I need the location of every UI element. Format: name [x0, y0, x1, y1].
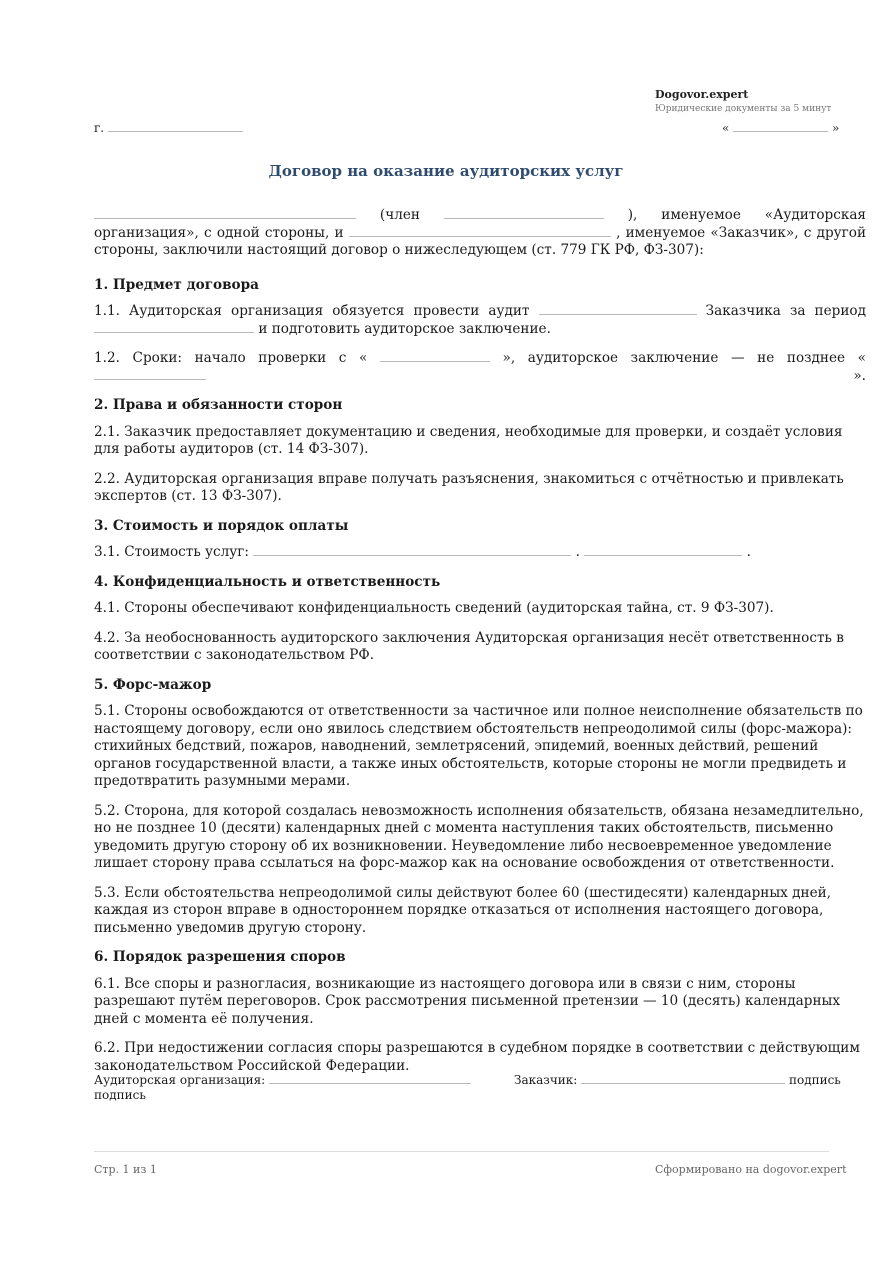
section-1-heading: 1. Предмет договора — [94, 276, 259, 293]
member-blank — [444, 208, 604, 219]
report-date-blank — [94, 369, 206, 380]
clause-1-1-line-2 — [94, 321, 866, 339]
document-title: Договор на оказание аудиторских услуг — [268, 162, 624, 180]
auditor-name-blank — [94, 208, 356, 219]
page-number: Стр. 1 из 1 — [94, 1163, 157, 1176]
preamble-line-3: стороны, заключили настоящий договор о нижеследующем (ст. 779 ГК РФ, ФЗ-307): — [94, 242, 704, 258]
section-3-heading: 3. Стоимость и порядок оплаты — [94, 517, 349, 534]
date-line — [722, 121, 839, 135]
customer-signature — [514, 1073, 841, 1087]
paren-close: ), — [627, 207, 638, 223]
auditor-signature — [94, 1073, 471, 1087]
price-blank — [253, 545, 571, 556]
clause-6-1: 6.1. Все споры и разногласия, возникающие из настоящего договора или в связи с ним, стороны разрешают путём переговоров. Срок рассмотрения письменной претензии — 10 (десять) календарных дней с момента её получения. — [94, 975, 841, 1027]
clause-2-1: 2.1. Заказчик предоставляет документацию и сведения, необходимые для проверки, и создаёт условия для работы аудиторов (ст. 14 ФЗ-307). — [94, 423, 843, 457]
generated-note: Сформировано на dogovor.expert — [655, 1163, 847, 1176]
clause-1-2-start: 1.2. Сроки: начало проверки с « — [94, 350, 368, 366]
clause-3-1 — [94, 544, 866, 562]
city-line — [94, 121, 243, 135]
preamble-line2-start: организация», с одной стороны, и — [94, 224, 344, 241]
audit-object-blank — [539, 304, 697, 315]
clause-1-1-end: и подготовить аудиторское заключение. — [258, 320, 551, 337]
period-blank — [94, 322, 254, 333]
preamble-line2-end: , именуемое «Заказчик», с другой — [616, 224, 867, 241]
section-5-heading: 5. Форс-мажор — [94, 676, 212, 693]
city-blank — [108, 121, 243, 132]
section-6-heading: 6. Порядок разрешения споров — [94, 949, 346, 965]
clause-1-1-mid: Заказчика за период — [705, 303, 866, 319]
customer-signature-caption: подпись — [788, 1073, 841, 1087]
preamble-line-1 — [94, 207, 866, 225]
named-auditor-text: именуемое «Аудиторская — [661, 207, 866, 223]
customer-name-blank — [349, 226, 611, 237]
clause-2-2: 2.2. Аудиторская организация вправе получать разъяснения, знакомиться с отчётностью и привлекать экспертов (ст. 13 ФЗ-307). — [94, 470, 844, 504]
start-date-blank — [380, 351, 490, 362]
customer-signature-label: Заказчик: — [514, 1073, 578, 1087]
price-words-blank — [584, 545, 742, 556]
clause-4-2: 4.2. За необоснованность аудиторского заключения Аудиторская организация несёт ответственность в соответствии с законодательством РФ. — [94, 629, 844, 663]
clause-3-1-start: 3.1. Стоимость услуг: — [94, 544, 249, 560]
section-4-heading: 4. Конфиденциальность и ответственность — [94, 573, 441, 590]
customer-signature-blank — [581, 1073, 785, 1084]
auditor-signature-blank — [269, 1073, 471, 1084]
clause-4-1: 4.1. Стороны обеспечивают конфиденциальность сведений (аудиторская тайна, ст. 9 ФЗ-307). — [94, 600, 774, 616]
clause-1-2-mid: », аудиторское заключение — не позднее « — [502, 350, 866, 366]
clause-1-2 — [94, 350, 866, 385]
date-open-quote: « — [722, 121, 730, 135]
clause-5-3: 5.3. Если обстоятельства непреодолимой силы действуют более 60 (шестидесяти) календарных дней, каждая из сторон вправе в одностороннем порядке отказаться от исполнения настоящего договора, письменно уведомив другую сторону. — [94, 884, 832, 936]
clause-5-1: 5.1. Стороны освобождаются от ответственности за частичное или полное неисполнение обязательств по настоящему договору, если оно явилось следствием обстоятельств непреодолимой силы (форс-мажора): стихийных бедствий, пожаров, наводнений, землетрясений, эпидемий, военных действий, решений органов государственной власти, а также иных обстоятельств, которые стороны не могли предвидеть и предотвратить разумными мерами. — [94, 703, 863, 789]
footer-divider — [94, 1151, 829, 1152]
clause-3-1-end: . — [746, 544, 751, 560]
auditor-signature-caption: подпись — [94, 1088, 146, 1102]
member-text: (член — [379, 207, 420, 223]
document-body — [94, 207, 866, 1075]
clause-5-2: 5.2. Сторона, для которой создалась невозможность исполнения обязательств, обязана незамедлительно, но не позднее 10 (десяти) календарных дней с момента наступления таких обстоятельств, письменно уведомить другую сторону об их возникновении. Неуведомление либо несвоевременное уведомление лишает сторону права ссылаться на форс-мажор как на основание освобождения от ответственности. — [94, 802, 864, 871]
brand-block — [655, 88, 831, 114]
preamble-line-2 — [94, 225, 866, 243]
clause-1-2-end: ». — [853, 367, 866, 384]
section-2-heading: 2. Права и обязанности сторон — [94, 397, 343, 413]
price-separator: . — [575, 544, 580, 560]
city-prefix: г. — [94, 121, 105, 135]
auditor-signature-label: Аудиторская организация: — [94, 1073, 266, 1087]
brand-name: Dogovor.expert — [655, 88, 749, 101]
clause-1-1-line-1 — [94, 303, 866, 321]
clause-1-1-start: 1.1. Аудиторская организация обязуется провести аудит — [94, 303, 530, 319]
brand-tagline: Юридические документы за 5 минут — [655, 104, 832, 114]
date-close-quote: » — [832, 121, 840, 135]
clause-6-2: 6.2. При недостижении согласия споры разрешаются в судебном порядке в соответствии с действующим законодательством Российской Федерации. — [94, 1040, 860, 1074]
date-blank — [733, 121, 828, 132]
